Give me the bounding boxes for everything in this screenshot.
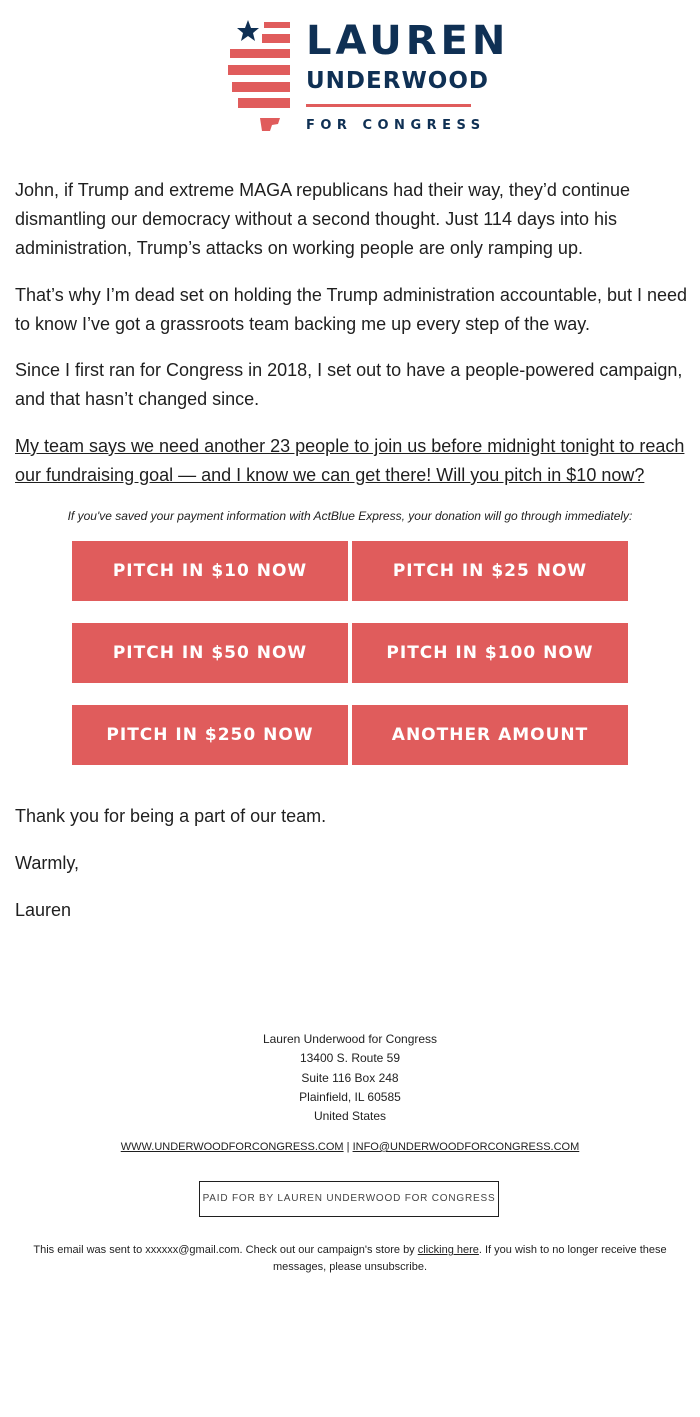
link-separator: | bbox=[346, 1141, 350, 1153]
pitch-100-button[interactable]: PITCH IN $100 NOW bbox=[352, 623, 628, 683]
logo-text-lauren: LAUREN bbox=[306, 18, 510, 64]
store-link[interactable]: clicking here bbox=[417, 1244, 479, 1256]
body-paragraph-2: That’s why I’m dead set on holding the Trump administration accountable, but I need to know I’ve got a grassroots team backing me up every step of the way. bbox=[15, 285, 688, 334]
address-line: 13400 S. Route 59 bbox=[299, 1051, 401, 1066]
signature-name: Lauren bbox=[15, 900, 72, 920]
thank-you-text: Thank you for being a part of our team. bbox=[15, 806, 327, 826]
pitch-50-button[interactable]: PITCH IN $50 NOW bbox=[72, 623, 348, 683]
pitch-in-link[interactable]: My team says we need another 23 people to join us before midnight tonight to reach our fundraising goal — and I know we can get there! Will you pitch in $10 now? bbox=[15, 436, 685, 485]
address-line: Plainfield, IL 60585 bbox=[299, 1089, 401, 1104]
footer-links bbox=[0, 1141, 700, 1153]
flag-state-icon bbox=[226, 18, 296, 136]
footer-disclaimer bbox=[25, 1242, 675, 1276]
body-paragraph-4 bbox=[15, 432, 691, 490]
campaign-logo bbox=[226, 18, 510, 136]
body-paragraph-3: Since I first ran for Congress in 2018, I set out to have a people-powered campaign, and that hasn’t changed since. bbox=[15, 360, 683, 409]
disclaimer-text: This email was sent to xxxxxx@gmail.com. Check out our campaign's store by bbox=[33, 1244, 418, 1256]
footer-address bbox=[0, 1030, 700, 1126]
disclaimer-text: . If you wish to no longer receive these messages, please unsubscribe. bbox=[272, 1244, 667, 1273]
body-paragraph-1: John, if Trump and extreme MAGA republicans had their way, they’d continue dismantling our democracy without a second thought. Just 114 days into his administration, Trump’s attacks on working people are only ramping up. bbox=[15, 180, 630, 258]
pitch-25-button[interactable]: PITCH IN $25 NOW bbox=[352, 541, 628, 601]
paid-for-box: PAID FOR BY LAUREN UNDERWOOD FOR CONGRESS bbox=[199, 1181, 499, 1217]
logo-text-underwood: UNDERWOOD bbox=[306, 68, 490, 94]
logo-text-for-congress: FOR CONGRESS bbox=[306, 118, 486, 133]
pitch-10-button[interactable]: PITCH IN $10 NOW bbox=[72, 541, 348, 601]
address-line: United States bbox=[313, 1109, 387, 1124]
address-line: Suite 116 Box 248 bbox=[301, 1070, 399, 1085]
actblue-express-note: If you've saved your payment information with ActBlue Express, your donation will go through immediately: bbox=[67, 509, 633, 523]
address-line: Lauren Underwood for Congress bbox=[262, 1032, 438, 1046]
another-amount-button[interactable]: ANOTHER AMOUNT bbox=[352, 705, 628, 765]
email-link[interactable]: INFO@UNDERWOODFORCONGRESS.COM bbox=[352, 1141, 580, 1153]
logo-divider bbox=[306, 104, 471, 107]
website-link[interactable]: WWW.UNDERWOODFORCONGRESS.COM bbox=[120, 1141, 344, 1153]
signoff-text: Warmly, bbox=[15, 853, 79, 873]
pitch-250-button[interactable]: PITCH IN $250 NOW bbox=[72, 705, 348, 765]
